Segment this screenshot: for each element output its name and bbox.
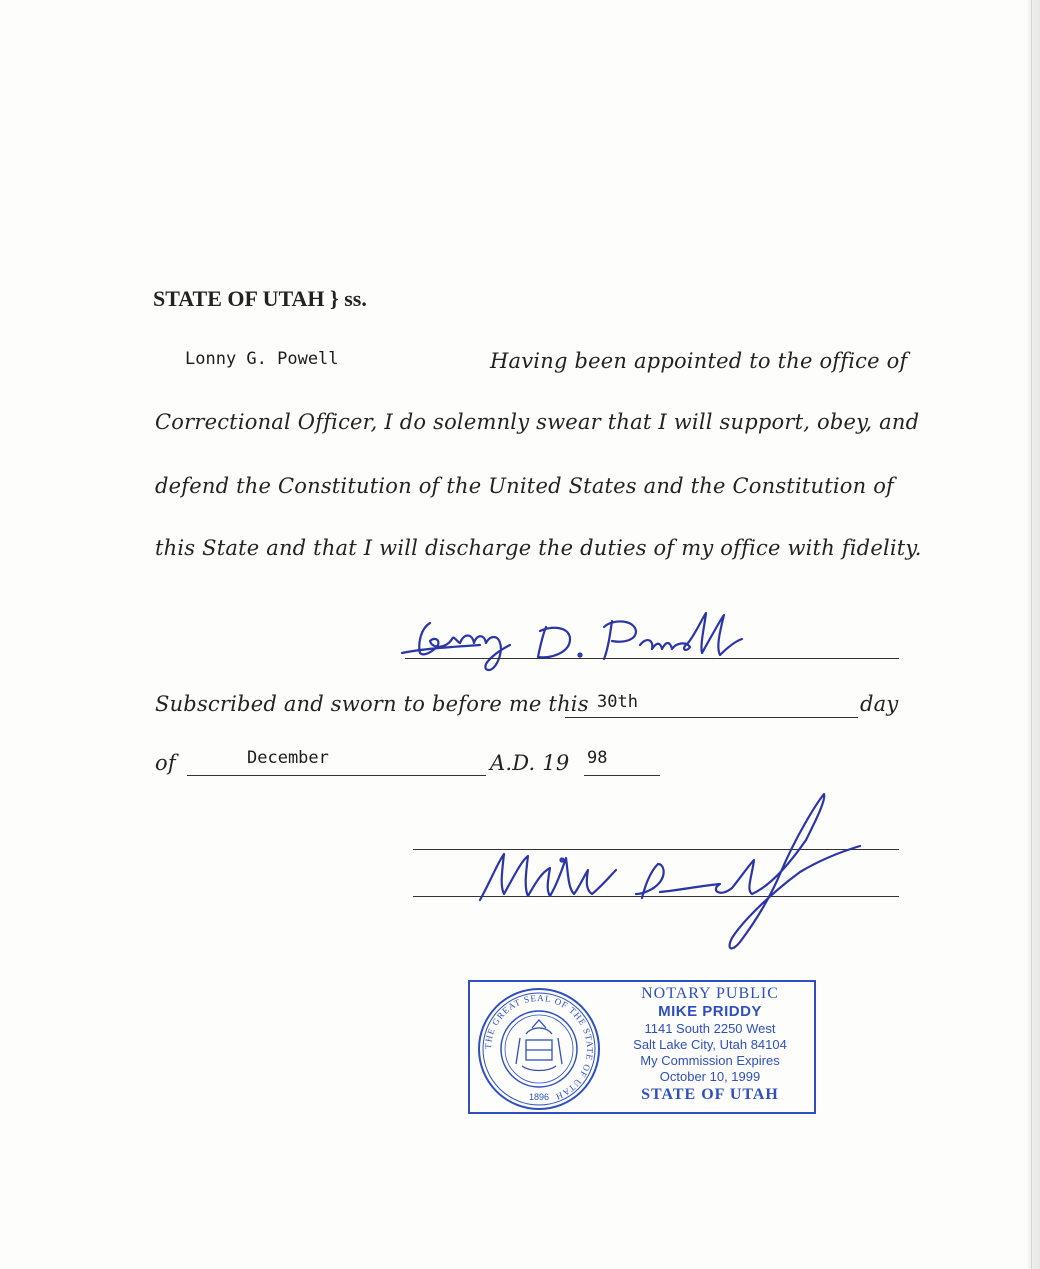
notary-seal-text xyxy=(606,985,814,1104)
oath-line-3: defend the Constitution of the United States and the Constitution of xyxy=(155,474,895,498)
state-venue-header: STATE OF UTAH } ss. xyxy=(153,286,367,311)
state-seal-icon xyxy=(476,986,602,1112)
oath-line-1: Having been appointed to the office of xyxy=(490,349,908,373)
year-value: 98 xyxy=(587,748,608,768)
subscribed-sworn-text: Subscribed and sworn to before me this xyxy=(155,692,589,716)
day-value: 30th xyxy=(597,692,638,712)
notary-commission-expiry: October 10, 1999 xyxy=(659,1069,761,1084)
typed-officer-name: Lonny G. Powell xyxy=(185,349,339,369)
page-edge xyxy=(1028,0,1040,1269)
page-edge-line xyxy=(1031,0,1032,1269)
affiant-signature xyxy=(390,605,830,675)
notary-seal-stamp xyxy=(468,980,816,1114)
ad-label: A.D. 19 xyxy=(490,751,570,775)
seal-year: 1896 xyxy=(528,1092,550,1102)
day-fill-line xyxy=(565,717,858,718)
notary-name: MIKE PRIDDY xyxy=(658,1003,762,1020)
day-label: day xyxy=(860,692,899,716)
notary-state: STATE OF UTAH xyxy=(641,1086,779,1103)
notary-signature xyxy=(470,790,870,960)
notary-address-2: Salt Lake City, Utah 84104 xyxy=(633,1037,787,1052)
month-value: December xyxy=(247,748,329,768)
notary-commission-label: My Commission Expires xyxy=(640,1053,780,1068)
seal-ring-text: THE GREAT SEAL OF THE STATE OF UTAH xyxy=(482,992,596,1102)
notary-title: NOTARY PUBLIC xyxy=(641,985,779,1002)
affiant-signature-line xyxy=(405,658,899,659)
month-fill-line xyxy=(187,775,486,776)
oath-line-4: this State and that I will discharge the duties of my office with fidelity. xyxy=(155,536,922,560)
oath-line-2: Correctional Officer, I do solemnly swear that I will support, obey, and xyxy=(155,410,920,434)
notary-address-1: 1141 South 2250 West xyxy=(644,1021,776,1036)
year-fill-line xyxy=(584,775,660,776)
of-label: of xyxy=(155,751,176,775)
